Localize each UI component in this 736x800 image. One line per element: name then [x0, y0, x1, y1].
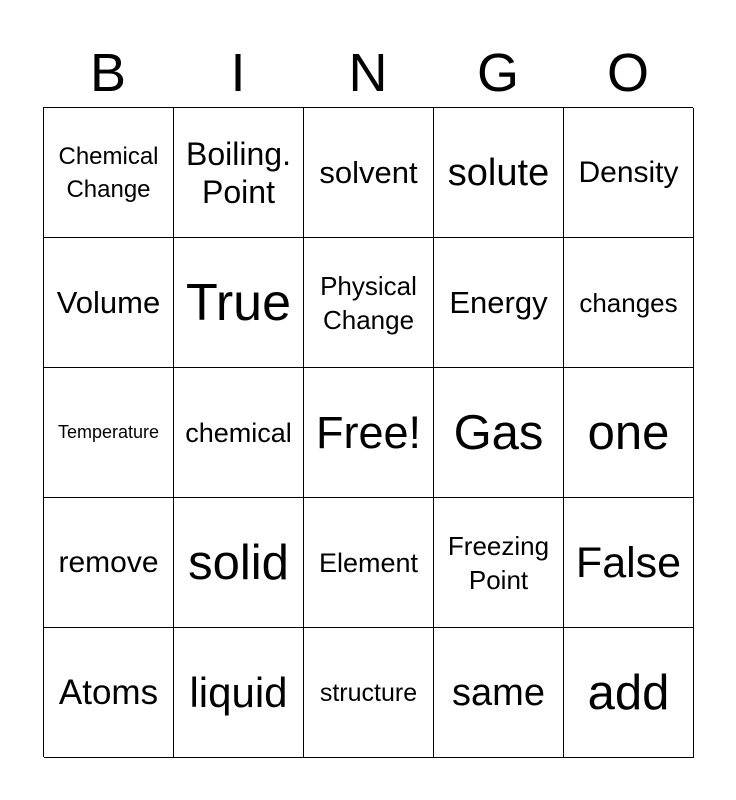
header-letter-g: G	[476, 43, 519, 103]
bingo-cell-o4[interactable]	[564, 498, 694, 628]
bingo-cell-o1[interactable]	[564, 108, 694, 238]
cell-label: Gas	[453, 405, 544, 460]
cell-label: Volume	[56, 284, 161, 320]
cell-label: Free!	[315, 406, 422, 458]
bingo-cell-o5[interactable]	[564, 628, 694, 758]
bingo-cell-n3[interactable]	[304, 368, 434, 498]
cell-label: Density	[578, 155, 679, 189]
cell-label: solvent	[319, 154, 418, 190]
bingo-cell-n1[interactable]	[304, 108, 434, 238]
cell-label: chemical	[185, 417, 292, 448]
bingo-cell-n4[interactable]	[304, 498, 434, 628]
cell-label: solid	[188, 535, 289, 590]
cell-label: one	[587, 405, 670, 460]
bingo-cell-i1[interactable]	[174, 108, 304, 238]
bingo-cell-b2[interactable]	[44, 238, 174, 368]
bingo-cell-i4[interactable]	[174, 498, 304, 628]
cell-label: remove	[58, 545, 159, 579]
header-letter-n: N	[348, 43, 388, 103]
bingo-cell-g1[interactable]	[434, 108, 564, 238]
header-letter-o: O	[606, 43, 649, 103]
cell-label: changes	[579, 287, 678, 318]
bingo-cell-n2[interactable]	[304, 238, 434, 368]
cell-label: Element	[318, 547, 419, 578]
bingo-cell-g2[interactable]	[434, 238, 564, 368]
bingo-cell-b5[interactable]	[44, 628, 174, 758]
cell-label: Energy	[449, 284, 548, 320]
cell-label: Boiling. Point	[186, 135, 291, 210]
bingo-cell-i2[interactable]	[174, 238, 304, 368]
cell-label: True	[186, 273, 291, 332]
bingo-cell-o2[interactable]	[564, 238, 694, 368]
cell-label: Physical Change	[320, 270, 417, 335]
bingo-cell-b1[interactable]	[44, 108, 174, 238]
bingo-cell-o3[interactable]	[564, 368, 694, 498]
cell-label: same	[452, 671, 545, 714]
cell-label: False	[575, 538, 682, 587]
bingo-cell-n5[interactable]	[304, 628, 434, 758]
cell-label: add	[587, 665, 670, 720]
cell-label: Temperature	[57, 422, 160, 442]
bingo-cell-b4[interactable]	[44, 498, 174, 628]
cell-label: Atoms	[58, 672, 159, 712]
bingo-board	[43, 107, 693, 757]
bingo-cell-i3[interactable]	[174, 368, 304, 498]
cell-label: Freezing Point	[447, 530, 550, 595]
header-letter-b: B	[89, 43, 127, 103]
bingo-cell-i5[interactable]	[174, 628, 304, 758]
bingo-cell-g5[interactable]	[434, 628, 564, 758]
header-letter-i: I	[230, 43, 246, 103]
bingo-cell-g4[interactable]	[434, 498, 564, 628]
cell-label: liquid	[189, 668, 288, 716]
bingo-header	[43, 40, 693, 106]
bingo-cell-g3[interactable]	[434, 368, 564, 498]
bingo-cell-b3[interactable]	[44, 368, 174, 498]
cell-label: solute	[447, 151, 550, 194]
cell-label: structure	[319, 678, 418, 707]
cell-label: Chemical Change	[58, 142, 159, 203]
